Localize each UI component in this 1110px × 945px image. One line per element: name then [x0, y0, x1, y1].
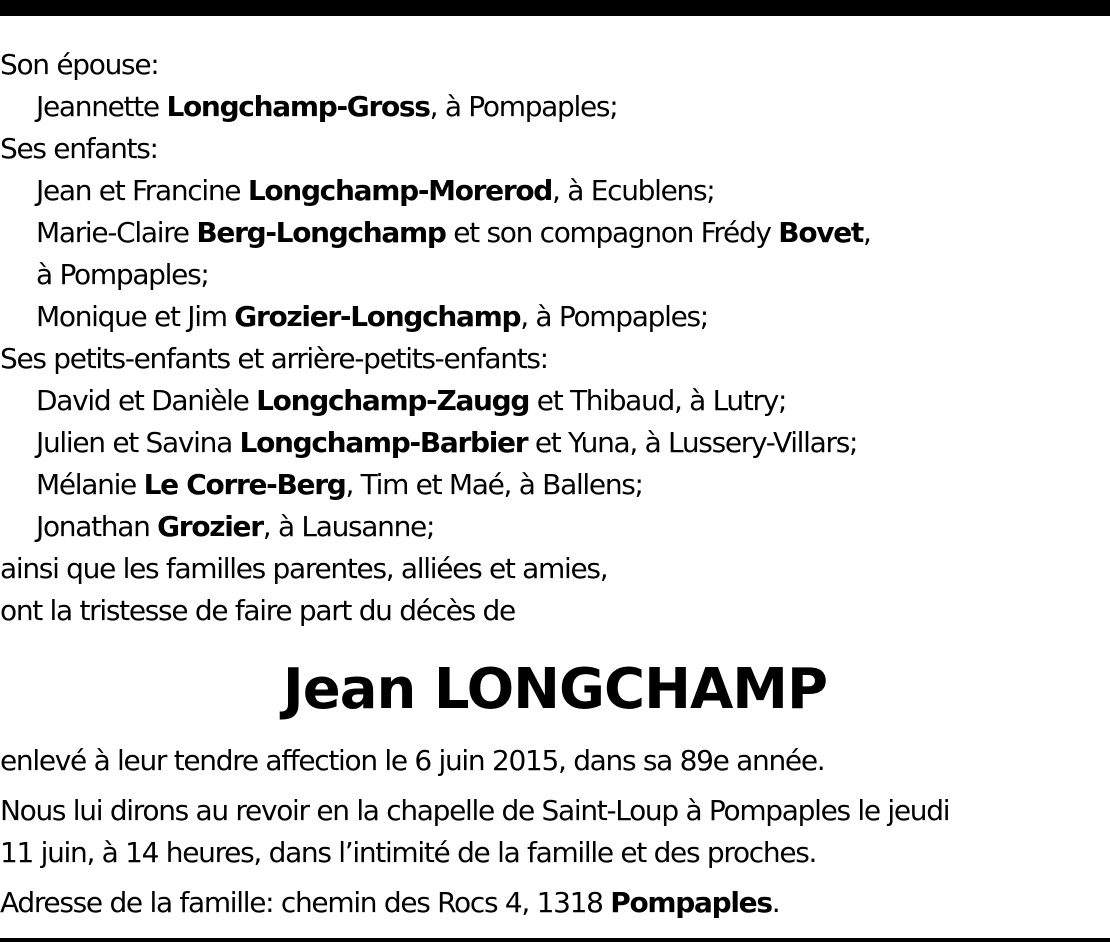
- child-line: [0, 296, 1110, 338]
- ceremony-line: Nous lui dirons au revoir en la chapelle de Saint-Loup à Pompaples le jeudi: [0, 794, 950, 827]
- first-names: David et Danièle: [36, 384, 257, 417]
- first-names: Julien et Savina: [36, 426, 240, 459]
- first-names: Marie-Claire: [36, 216, 197, 249]
- death-line: enlevé à leur tendre affection le 6 juin 2015, dans sa 89e année.: [0, 744, 825, 777]
- first-names: Jonathan: [36, 510, 158, 543]
- surname: Longchamp-Morerod: [247, 174, 553, 207]
- child-line: [0, 212, 1110, 254]
- place: ,: [863, 216, 871, 249]
- first-names: Mélanie: [36, 468, 144, 501]
- families-line: ainsi que les familles parentes, alliées et amies,: [0, 552, 608, 585]
- announcement-line: ont la tristesse de faire part du décès de: [0, 594, 515, 627]
- first-names: Jean et Francine: [36, 174, 248, 207]
- bottom-rule: [0, 938, 1110, 942]
- child-line: [0, 170, 1110, 212]
- place: et Yuna, à Lussery-Villars;: [527, 426, 858, 459]
- ceremony-paragraph: [0, 790, 1110, 874]
- grandchild-line: [0, 506, 1110, 548]
- surname: Berg-Longchamp: [196, 216, 446, 249]
- place: et Thibaud, à Lutry;: [529, 384, 787, 417]
- heading-grandchildren: Ses petits-enfants et arrière-petits-enfants:: [0, 342, 548, 375]
- top-rule: [0, 0, 1110, 16]
- first-names: Monique et Jim: [36, 300, 235, 333]
- surname: Longchamp-Gross: [166, 90, 430, 123]
- surname: Grozier-Longchamp: [234, 300, 521, 333]
- spouse-line: [0, 86, 1110, 128]
- surname: Longchamp-Zaugg: [256, 384, 530, 417]
- address-town: Pompaples: [610, 886, 772, 919]
- surname: Le Corre-Berg: [143, 468, 346, 501]
- address-text: Adresse de la famille: chemin des Rocs 4, 1318: [0, 886, 611, 919]
- heading-children: Ses enfants:: [0, 132, 158, 165]
- child-line-continued: à Pompaples;: [36, 258, 209, 291]
- first-names: Jeannette: [36, 90, 167, 123]
- surname: Bovet: [778, 216, 864, 249]
- ceremony-line: 11 juin, à 14 heures, dans l’intimité de la famille et des proches.: [0, 836, 817, 869]
- place: , à Lausanne;: [262, 510, 435, 543]
- companion-text: et son compagnon Frédy: [445, 216, 779, 249]
- grandchild-line: [0, 464, 1110, 506]
- place: , à Ecublens;: [552, 174, 715, 207]
- surname: Grozier: [157, 510, 263, 543]
- family-address: [0, 882, 1110, 924]
- place: , à Pompaples;: [429, 90, 618, 123]
- address-suffix: .: [771, 886, 780, 919]
- place: , à Pompaples;: [520, 300, 708, 333]
- surname: Longchamp-Barbier: [239, 426, 528, 459]
- grandchild-line: [0, 380, 1110, 422]
- place: , Tim et Maé, à Ballens;: [345, 468, 643, 501]
- heading-spouse: Son épouse:: [0, 48, 159, 81]
- grandchild-line: [0, 422, 1110, 464]
- obituary-notice: [0, 44, 1110, 924]
- deceased-name: Jean LONGCHAMP: [282, 657, 828, 722]
